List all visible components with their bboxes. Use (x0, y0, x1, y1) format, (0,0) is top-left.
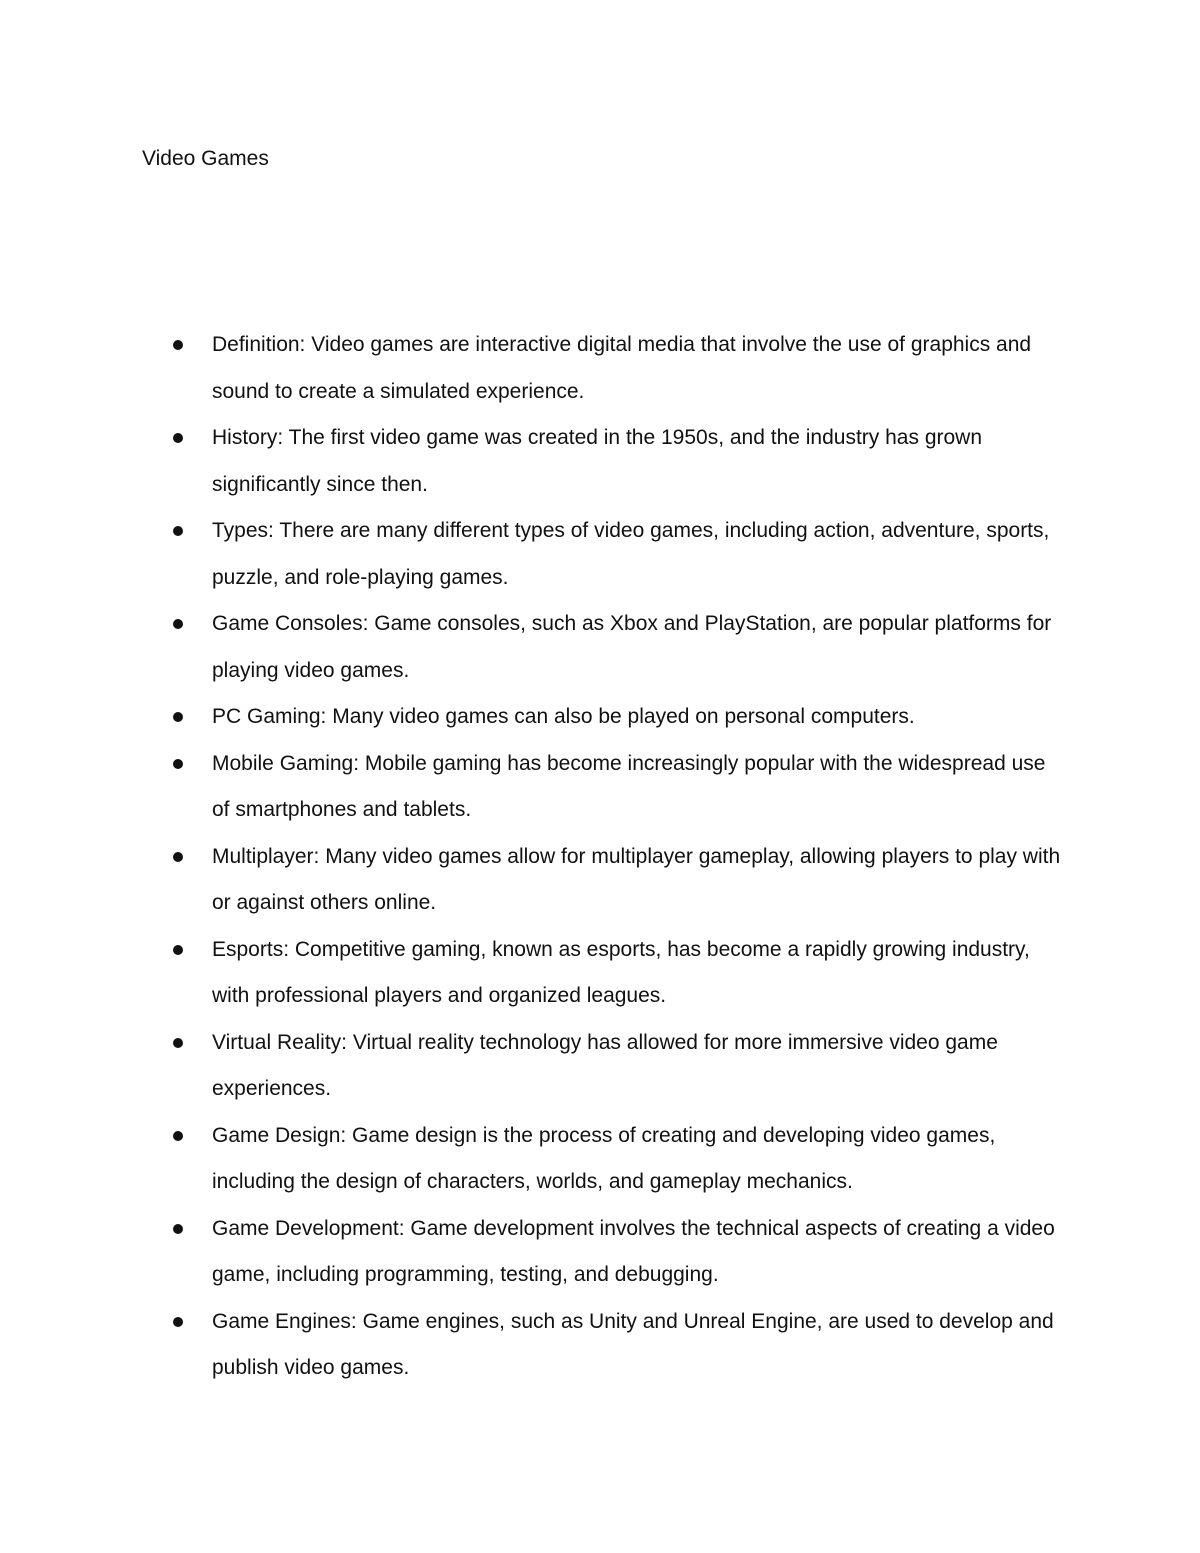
list-item-text: Esports: Competitive gaming, known as esports, has become a rapidly growing industry, with professional players and organized leagues. (212, 937, 1030, 1007)
bullet-icon (173, 526, 183, 536)
list-item-text: Types: There are many different types of video games, including action, adventure, sports, puzzle, and role-playing games. (212, 519, 1050, 589)
bullet-icon (173, 852, 183, 862)
list-item-virtual-reality (212, 1020, 1062, 1113)
list-item-text: Game Design: Game design is the process of creating and developing video games, including the design of characters, worlds, and gameplay mechanics. (212, 1123, 996, 1193)
bullet-icon (173, 1038, 183, 1048)
list-item-text: Mobile Gaming: Mobile gaming has become increasingly popular with the widespread use of smartphones and tablets. (212, 751, 1046, 821)
bullet-icon (173, 340, 183, 350)
list-item-text: Game Development: Game development involves the technical aspects of creating a video game, including programming, testing, and debugging. (212, 1216, 1055, 1286)
list-item-text: PC Gaming: Many video games can also be played on personal computers. (212, 705, 915, 728)
document-title: Video Games (142, 147, 269, 170)
bullet-icon (173, 619, 183, 629)
bullet-icon (173, 945, 183, 955)
list-item-multiplayer (212, 834, 1062, 927)
list-item-game-development (212, 1206, 1062, 1299)
list-item-game-engines (212, 1299, 1062, 1392)
list-item-definition (212, 322, 1062, 415)
bullet-list (212, 322, 1062, 1392)
list-item-esports (212, 927, 1062, 1020)
list-item-game-design (212, 1113, 1062, 1206)
list-item-text: Game Consoles: Game consoles, such as Xbox and PlayStation, are popular platforms for playing video games. (212, 612, 1052, 682)
bullet-icon (173, 759, 183, 769)
bullet-icon (173, 1224, 183, 1234)
list-item-text: History: The first video game was created in the 1950s, and the industry has grown significantly since then. (212, 426, 983, 496)
list-item-game-consoles (212, 601, 1062, 694)
bullet-icon (173, 433, 183, 443)
list-item-text: Virtual Reality: Virtual reality technology has allowed for more immersive video game experiences. (212, 1030, 998, 1100)
list-item-types (212, 508, 1062, 601)
list-item-text: Multiplayer: Many video games allow for multiplayer gameplay, allowing players to play with or against others online. (212, 844, 1061, 914)
bullet-icon (173, 712, 183, 722)
list-item-history (212, 415, 1062, 508)
list-item-mobile-gaming (212, 741, 1062, 834)
list-item-text: Game Engines: Game engines, such as Unity and Unreal Engine, are used to develop and publish video games. (212, 1309, 1054, 1379)
bullet-icon (173, 1131, 183, 1141)
list-item-text: Definition: Video games are interactive digital media that involve the use of graphics and sound to create a simulated experience. (212, 333, 1032, 403)
list-item-pc-gaming (212, 694, 1062, 741)
bullet-icon (173, 1317, 183, 1327)
